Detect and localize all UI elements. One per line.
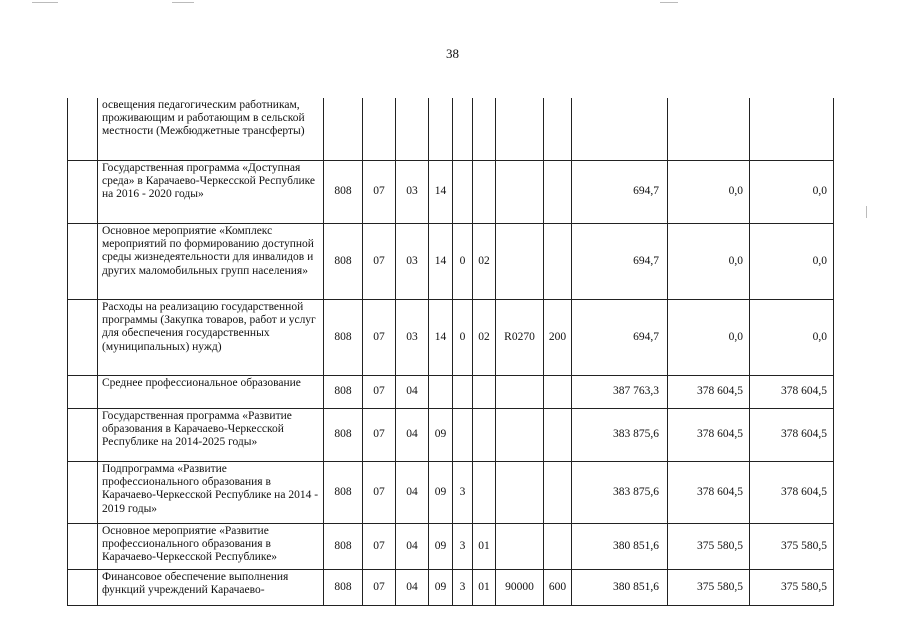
blank-cell bbox=[68, 224, 98, 300]
subsection-code: 03 bbox=[396, 300, 429, 376]
ved-code: 808 bbox=[324, 570, 363, 606]
program-code: 14 bbox=[429, 300, 453, 376]
expense-type-code bbox=[544, 376, 572, 409]
expense-type-code: 200 bbox=[544, 300, 572, 376]
program-code: 09 bbox=[429, 524, 453, 570]
expense-type-code bbox=[544, 224, 572, 300]
subprogram-code: 0 bbox=[453, 224, 473, 300]
scan-mark bbox=[866, 206, 867, 218]
blank-cell bbox=[68, 161, 98, 224]
section-code: 07 bbox=[363, 224, 396, 300]
table-row bbox=[68, 98, 834, 161]
amount-year-3: 0,0 bbox=[750, 224, 834, 300]
ved-code: 808 bbox=[324, 462, 363, 524]
expense-type-code: 600 bbox=[544, 570, 572, 606]
amount-year-1: 380 851,6 bbox=[572, 570, 668, 606]
amount-year-3: 375 580,5 bbox=[750, 524, 834, 570]
blank-cell bbox=[68, 524, 98, 570]
budget-table bbox=[67, 98, 834, 606]
activity-code: 02 bbox=[473, 300, 496, 376]
ved-code: 808 bbox=[324, 224, 363, 300]
section-code: 07 bbox=[363, 161, 396, 224]
direction-code bbox=[496, 161, 544, 224]
activity-code: 01 bbox=[473, 570, 496, 606]
amount-year-2: 0,0 bbox=[668, 300, 750, 376]
amount-year-3: 378 604,5 bbox=[750, 376, 834, 409]
table-row bbox=[68, 300, 834, 376]
subprogram-code bbox=[453, 161, 473, 224]
subprogram-code: 3 bbox=[453, 524, 473, 570]
direction-code: 90000 bbox=[496, 570, 544, 606]
scan-mark bbox=[172, 2, 194, 3]
amount-year-1: 694,7 bbox=[572, 300, 668, 376]
section-code: 07 bbox=[363, 570, 396, 606]
subprogram-code: 3 bbox=[453, 570, 473, 606]
subsection-code: 04 bbox=[396, 570, 429, 606]
program-code: 09 bbox=[429, 409, 453, 462]
direction-code bbox=[496, 524, 544, 570]
expense-type-code bbox=[544, 524, 572, 570]
direction-code bbox=[496, 376, 544, 409]
activity-code bbox=[473, 409, 496, 462]
blank-cell bbox=[68, 300, 98, 376]
amount-year-1: 383 875,6 bbox=[572, 462, 668, 524]
item-name: Расходы на реализацию государственной программы (Закупка товаров, работ и услуг для обеспечения государственных (муниципальных) нужд) bbox=[98, 300, 324, 376]
amount-year-2: 375 580,5 bbox=[668, 570, 750, 606]
amount-year-1: 694,7 bbox=[572, 161, 668, 224]
program-code bbox=[429, 98, 453, 161]
subsection-code: 04 bbox=[396, 524, 429, 570]
activity-code bbox=[473, 161, 496, 224]
subsection-code: 03 bbox=[396, 224, 429, 300]
item-name: Основное мероприятие «Развитие профессионального образования в Карачаево-Черкесской Республике» bbox=[98, 524, 324, 570]
subprogram-code: 3 bbox=[453, 462, 473, 524]
subprogram-code bbox=[453, 409, 473, 462]
amount-year-3: 0,0 bbox=[750, 161, 834, 224]
blank-cell bbox=[68, 376, 98, 409]
amount-year-3 bbox=[750, 98, 834, 161]
table-row bbox=[68, 161, 834, 224]
program-code: 14 bbox=[429, 224, 453, 300]
subsection-code: 04 bbox=[396, 462, 429, 524]
amount-year-2: 378 604,5 bbox=[668, 409, 750, 462]
subsection-code: 03 bbox=[396, 161, 429, 224]
amount-year-1: 387 763,3 bbox=[572, 376, 668, 409]
direction-code: R0270 bbox=[496, 300, 544, 376]
ved-code: 808 bbox=[324, 524, 363, 570]
ved-code: 808 bbox=[324, 161, 363, 224]
item-name: Государственная программа «Доступная среда» в Карачаево-Черкесской Республике на 2016 - 2020 годы» bbox=[98, 161, 324, 224]
direction-code bbox=[496, 224, 544, 300]
table-row bbox=[68, 570, 834, 606]
table-row bbox=[68, 524, 834, 570]
amount-year-2: 0,0 bbox=[668, 224, 750, 300]
table-row bbox=[68, 409, 834, 462]
direction-code bbox=[496, 98, 544, 161]
program-code: 14 bbox=[429, 161, 453, 224]
item-name: Основное мероприятие «Комплекс мероприятий по формированию доступной среды жизнедеятельности для инвалидов и других маломобильных групп населения» bbox=[98, 224, 324, 300]
subprogram-code bbox=[453, 376, 473, 409]
table-row bbox=[68, 224, 834, 300]
section-code: 07 bbox=[363, 409, 396, 462]
program-code bbox=[429, 376, 453, 409]
activity-code bbox=[473, 98, 496, 161]
blank-cell bbox=[68, 98, 98, 161]
blank-cell bbox=[68, 409, 98, 462]
amount-year-1: 383 875,6 bbox=[572, 409, 668, 462]
scan-mark bbox=[32, 2, 58, 3]
ved-code: 808 bbox=[324, 409, 363, 462]
item-name: Финансовое обеспечение выполнения функций учреждений Карачаево- bbox=[98, 570, 324, 606]
table-row bbox=[68, 376, 834, 409]
item-name: Государственная программа «Развитие образования в Карачаево-Черкесской Республике на 2014-2025 годы» bbox=[98, 409, 324, 462]
ved-code: 808 bbox=[324, 376, 363, 409]
ved-code: 808 bbox=[324, 300, 363, 376]
amount-year-3: 0,0 bbox=[750, 300, 834, 376]
subsection-code: 04 bbox=[396, 376, 429, 409]
amount-year-2: 378 604,5 bbox=[668, 462, 750, 524]
amount-year-3: 375 580,5 bbox=[750, 570, 834, 606]
section-code: 07 bbox=[363, 462, 396, 524]
amount-year-2: 378 604,5 bbox=[668, 376, 750, 409]
amount-year-2 bbox=[668, 98, 750, 161]
direction-code bbox=[496, 409, 544, 462]
amount-year-1 bbox=[572, 98, 668, 161]
program-code: 09 bbox=[429, 570, 453, 606]
subprogram-code: 0 bbox=[453, 300, 473, 376]
item-name: Среднее профессиональное образование bbox=[98, 376, 324, 409]
expense-type-code bbox=[544, 98, 572, 161]
ved-code bbox=[324, 98, 363, 161]
amount-year-1: 380 851,6 bbox=[572, 524, 668, 570]
item-name: Подпрограмма «Развитие профессионального образования в Карачаево-Черкесской Республике на 2014 - 2019 годы» bbox=[98, 462, 324, 524]
amount-year-1: 694,7 bbox=[572, 224, 668, 300]
subsection-code: 04 bbox=[396, 409, 429, 462]
section-code: 07 bbox=[363, 376, 396, 409]
section-code: 07 bbox=[363, 524, 396, 570]
subsection-code bbox=[396, 98, 429, 161]
expense-type-code bbox=[544, 462, 572, 524]
section-code: 07 bbox=[363, 300, 396, 376]
expense-type-code bbox=[544, 161, 572, 224]
amount-year-3: 378 604,5 bbox=[750, 409, 834, 462]
item-name: освещения педагогическим работникам, проживающим и работающим в сельской местности (Межбюджетные трансферты) bbox=[98, 98, 324, 161]
subprogram-code bbox=[453, 98, 473, 161]
expense-type-code bbox=[544, 409, 572, 462]
page-number: 38 bbox=[446, 46, 459, 61]
blank-cell bbox=[68, 462, 98, 524]
amount-year-2: 0,0 bbox=[668, 161, 750, 224]
amount-year-3: 378 604,5 bbox=[750, 462, 834, 524]
program-code: 09 bbox=[429, 462, 453, 524]
amount-year-2: 375 580,5 bbox=[668, 524, 750, 570]
activity-code: 01 bbox=[473, 524, 496, 570]
activity-code bbox=[473, 376, 496, 409]
blank-cell bbox=[68, 570, 98, 606]
activity-code bbox=[473, 462, 496, 524]
activity-code: 02 bbox=[473, 224, 496, 300]
section-code bbox=[363, 98, 396, 161]
scan-mark bbox=[660, 2, 678, 3]
direction-code bbox=[496, 462, 544, 524]
table-row bbox=[68, 462, 834, 524]
